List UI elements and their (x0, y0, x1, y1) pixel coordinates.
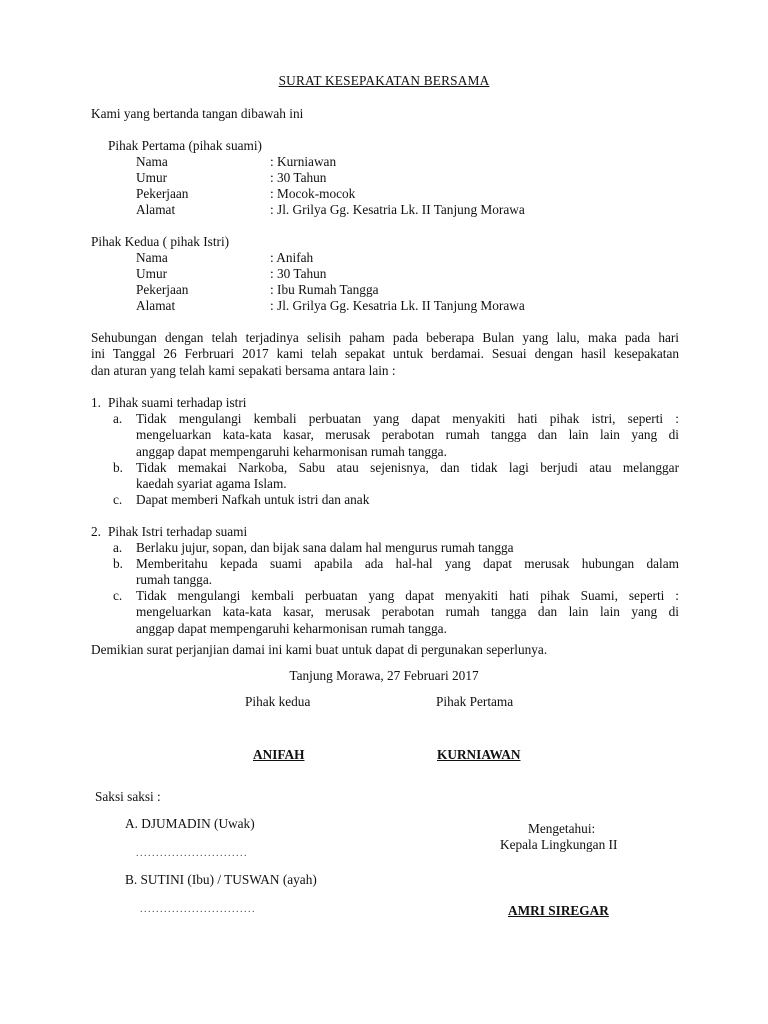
section1-item-c (136, 492, 679, 508)
paragraph-line: Sehubungan dengan telah terjadinya selisih paham pada beberapa Bulan yang lalu, maka pada hari (91, 330, 679, 345)
sign-left-label: Pihak kedua (245, 694, 311, 709)
section2-item-b-letter: b. (113, 556, 123, 571)
row-label: Umur (136, 170, 168, 185)
item-line: Tidak mengulangi kembali perbuatan yang dapat menyakiti hati pihak Suami, seperti : (136, 588, 679, 603)
section2-item-b (136, 556, 679, 589)
section2-item-a (136, 540, 679, 556)
row-label: Umur (136, 266, 168, 281)
sign-right-name: KURNIAWAN (437, 747, 521, 762)
section1-number: 1. (91, 395, 101, 410)
section1-item-a-letter: a. (113, 411, 123, 426)
row-value: : Jl. Grilya Gg. Kesatria Lk. II Tanjung Morawa (270, 298, 525, 313)
closing-statement: Demikian surat perjanjian damai ini kami buat untuk dapat di pergunakan seperlunya. (91, 642, 548, 657)
row-label: Pekerjaan (136, 282, 189, 297)
row-value: : 30 Tahun (270, 266, 327, 281)
saksi-a-signature-line: ............................ (136, 848, 248, 859)
section1-item-b (136, 460, 679, 493)
section1-item-b-letter: b. (113, 460, 123, 475)
intro-text: Kami yang bertanda tangan dibawah ini (91, 106, 304, 121)
row-value: : Ibu Rumah Tangga (270, 282, 379, 297)
item-line: Berlaku jujur, sopan, dan bijak sana dalam hal mengurus rumah tangga (136, 540, 514, 555)
saksi-b-signature-line: ............................. (140, 904, 256, 915)
row-label: Alamat (136, 298, 176, 313)
saksi-b: B. SUTINI (Ibu) / TUSWAN (ayah) (125, 872, 317, 887)
kepala-lingkungan-label: Kepala Lingkungan II (500, 837, 618, 852)
place-date: Tanjung Morawa, 27 Februari 2017 (289, 668, 479, 683)
section2-number: 2. (91, 524, 101, 539)
item-line: rumah tangga. (136, 572, 213, 588)
row-value: : Kurniawan (270, 154, 337, 169)
item-line: kaedah syariat agama Islam. (136, 476, 287, 492)
mengetahui-label: Mengetahui: (528, 821, 596, 836)
sehubungan-paragraph (91, 330, 679, 379)
item-line: Tidak mengulangi kembali perbuatan yang dapat menyakiti hati pihak istri, seperti : (136, 411, 679, 426)
sign-right-label: Pihak Pertama (436, 694, 514, 709)
item-line: Dapat memberi Nafkah untuk istri dan anak (136, 492, 370, 507)
row-value: : Jl. Grilya Gg. Kesatria Lk. II Tanjung Morawa (270, 202, 525, 217)
section2-item-c-letter: c. (113, 588, 123, 603)
row-label: Nama (136, 154, 168, 169)
row-value: : Anifah (270, 250, 314, 265)
paragraph-line: dan aturan yang telah kami sepakati bersama antara lain : (91, 362, 396, 378)
saksi-a: A. DJUMADIN (Uwak) (125, 816, 255, 831)
kepala-lingkungan-name: AMRI SIREGAR (508, 903, 609, 918)
section1-item-a (136, 411, 679, 460)
sign-left-name: ANIFAH (253, 747, 305, 762)
pihak-pertama-heading: Pihak Pertama (pihak suami) (108, 138, 262, 153)
section2-item-c (136, 588, 679, 637)
pihak-kedua-heading: Pihak Kedua ( pihak Istri) (91, 234, 230, 249)
document-title: SURAT KESEPAKATAN BERSAMA (278, 73, 490, 88)
section2-heading: Pihak Istri terhadap suami (108, 524, 248, 539)
item-line: Tidak memakai Narkoba, Sabu atau sejenisnya, dan tidak lagi berjudi atau melanggar (136, 460, 679, 475)
item-line: mengeluarkan kata-kata kasar, merusak perabotan rumah tangga dan lain lain yang di (136, 604, 679, 620)
section1-item-c-letter: c. (113, 492, 123, 507)
item-line: mengeluarkan kata-kata kasar, merusak perabotan rumah tangga dan lain lain yang di (136, 427, 679, 443)
section2-item-a-letter: a. (113, 540, 123, 555)
paragraph-line: ini Tanggal 26 Ferbruari 2017 kami telah sepakat untuk berdamai. Sesuai dengan hasil kesepakatan (91, 346, 679, 362)
saksi-heading: Saksi saksi : (95, 789, 161, 804)
item-line: anggap dapat mempengaruhi keharmonisan rumah tangga. (136, 620, 447, 636)
row-value: : 30 Tahun (270, 170, 327, 185)
section1-heading: Pihak suami terhadap istri (108, 395, 247, 410)
row-label: Nama (136, 250, 168, 265)
row-label: Alamat (136, 202, 176, 217)
item-line: Memberitahu kepada suami apabila ada hal-hal yang dapat merusak hubungan dalam (136, 556, 679, 571)
item-line: anggap dapat mempengaruhi keharmonisan rumah tangga. (136, 443, 447, 459)
row-value: : Mocok-mocok (270, 186, 356, 201)
row-label: Pekerjaan (136, 186, 189, 201)
